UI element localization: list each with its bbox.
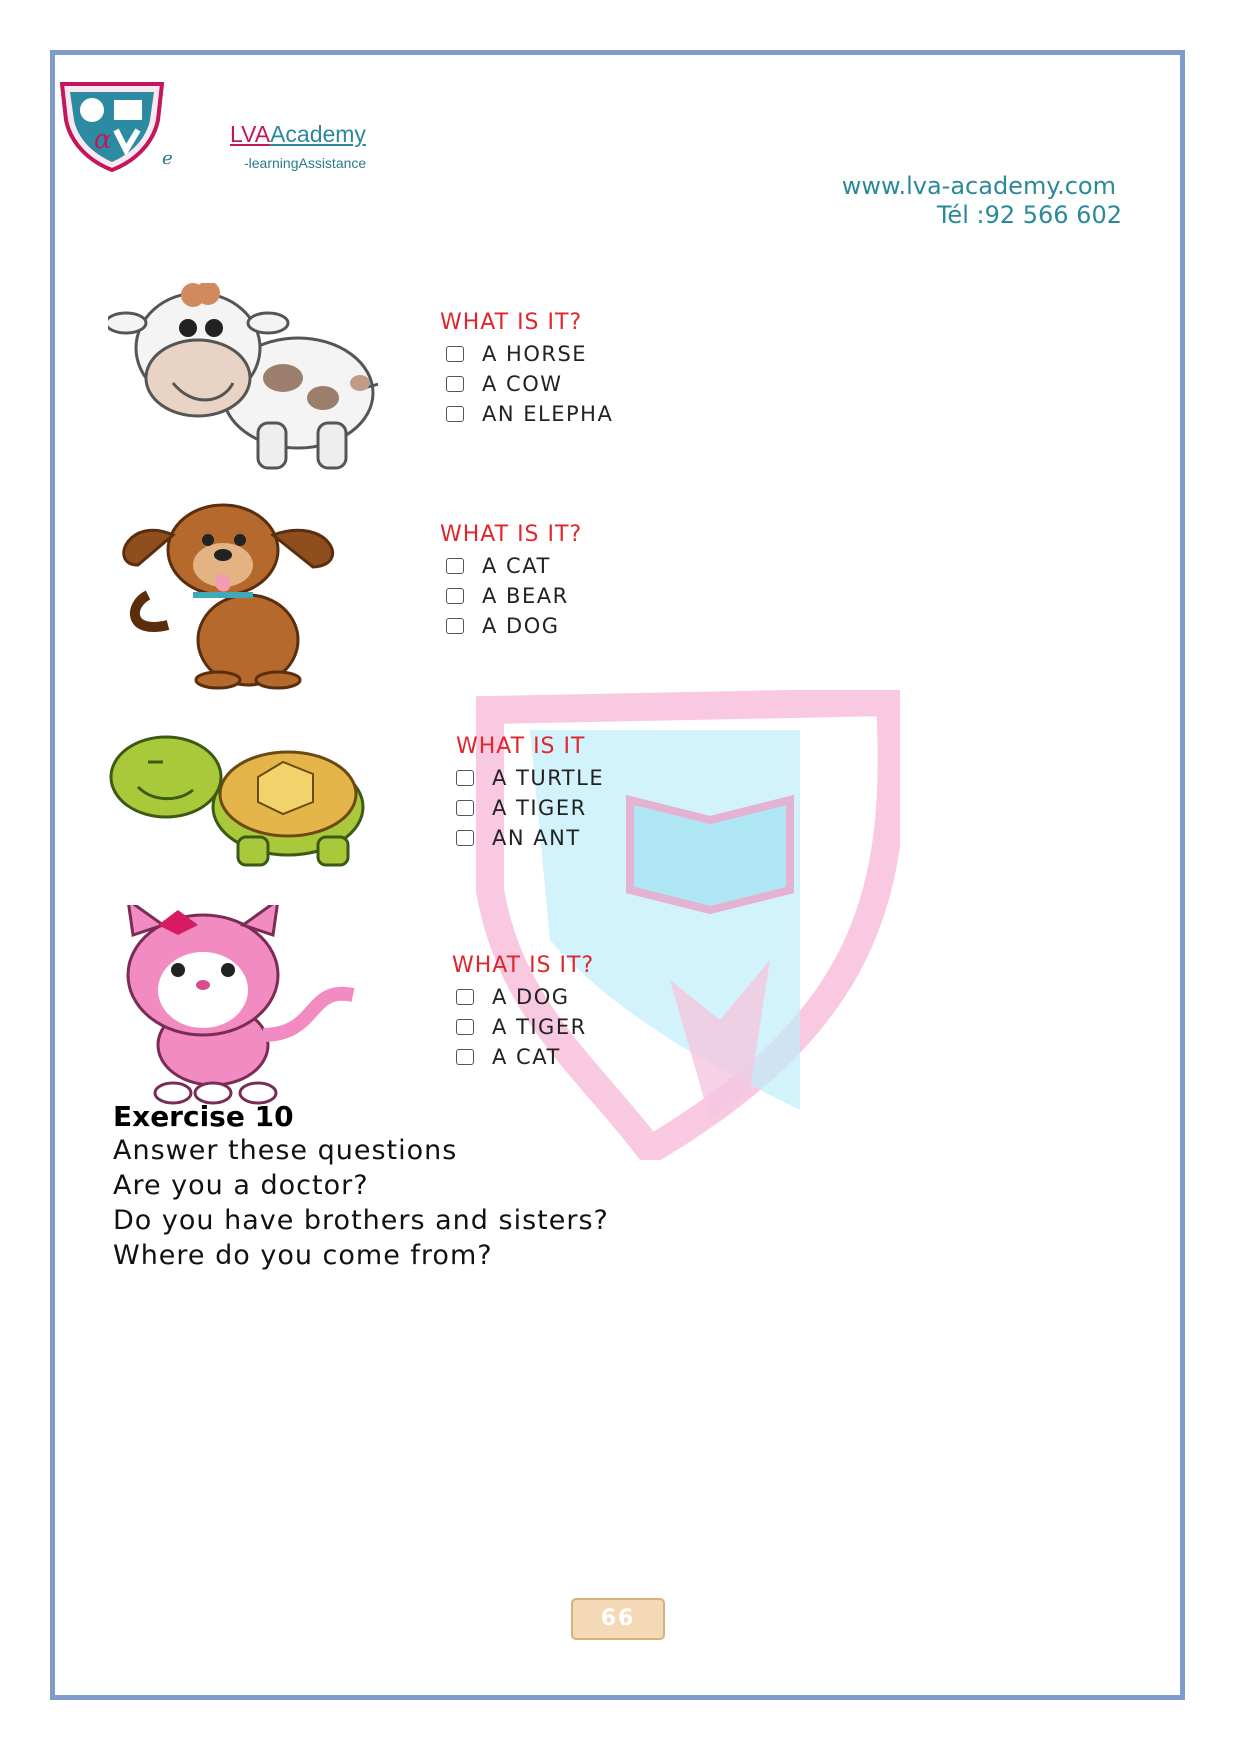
exercise-question: Where do you come from? [113, 1240, 493, 1271]
quiz-option[interactable] [446, 551, 635, 581]
quiz-option[interactable] [446, 369, 635, 399]
quiz-cow [440, 310, 635, 430]
brand-lva: LVA [230, 121, 271, 147]
option-label: A CAT [492, 1045, 561, 1069]
cat-illustration [108, 905, 373, 1105]
svg-text:α: α [94, 125, 112, 155]
quiz-dog [440, 522, 635, 642]
exercise-instruction: Answer these questions [113, 1135, 458, 1166]
option-label: A HORSE [482, 342, 588, 366]
option-label: A TURTLE [492, 766, 605, 790]
quiz-option[interactable] [456, 793, 636, 823]
dog-illustration [108, 495, 358, 690]
cow-illustration [108, 283, 378, 478]
exercise-title: Exercise 10 [113, 1100, 294, 1133]
checkbox[interactable] [456, 1049, 474, 1065]
brand-name [230, 121, 366, 148]
option-label: AN ANT [492, 826, 581, 850]
quiz-option[interactable] [446, 581, 635, 611]
exercise-question: Are you a doctor? [113, 1170, 369, 1201]
phone-number: Tél :92 566 602 [936, 201, 1122, 229]
checkbox[interactable] [446, 558, 464, 574]
turtle-illustration [108, 732, 373, 870]
checkbox[interactable] [456, 800, 474, 816]
lva-logo-icon [58, 80, 166, 172]
checkbox[interactable] [456, 830, 474, 846]
checkbox[interactable] [446, 618, 464, 634]
quiz-option[interactable] [456, 1042, 635, 1072]
quiz-option[interactable] [456, 982, 635, 1012]
checkbox[interactable] [446, 588, 464, 604]
exercise-section [113, 1100, 813, 1273]
checkbox[interactable] [446, 376, 464, 392]
option-label: A TIGER [492, 1015, 587, 1039]
option-label: A BEAR [482, 584, 569, 608]
brand-tagline: -learningAssistance [244, 155, 367, 171]
checkbox[interactable] [456, 1019, 474, 1035]
option-label: A TIGER [492, 796, 587, 820]
option-label: A COW [482, 372, 563, 396]
quiz-question: WHAT IS IT? [440, 310, 583, 335]
website-link[interactable]: www.lva-academy.com [841, 172, 1116, 200]
quiz-option[interactable] [456, 1012, 635, 1042]
checkbox[interactable] [446, 406, 464, 422]
quiz-option[interactable] [446, 339, 635, 369]
quiz-option[interactable] [446, 611, 635, 641]
checkbox[interactable] [456, 770, 474, 786]
option-label: A DOG [482, 614, 560, 638]
quiz-option[interactable] [446, 399, 635, 429]
quiz-cat [452, 953, 635, 1073]
quiz-question: WHAT IS IT [456, 734, 586, 759]
option-label: A DOG [492, 985, 570, 1009]
option-label: AN ELEPHA [482, 402, 614, 426]
quiz-option[interactable] [456, 823, 636, 853]
quiz-question: WHAT IS IT? [452, 953, 595, 978]
quiz-question: WHAT IS IT? [440, 522, 583, 547]
quiz-option[interactable] [456, 763, 636, 793]
checkbox[interactable] [456, 989, 474, 1005]
checkbox[interactable] [446, 346, 464, 362]
option-label: A CAT [482, 554, 551, 578]
brand-academy: Academy [270, 121, 366, 147]
exercise-question: Do you have brothers and sisters? [113, 1205, 609, 1236]
quiz-turtle [456, 734, 636, 854]
logo-letter: e [162, 148, 173, 169]
page-number: 66 [571, 1598, 665, 1640]
